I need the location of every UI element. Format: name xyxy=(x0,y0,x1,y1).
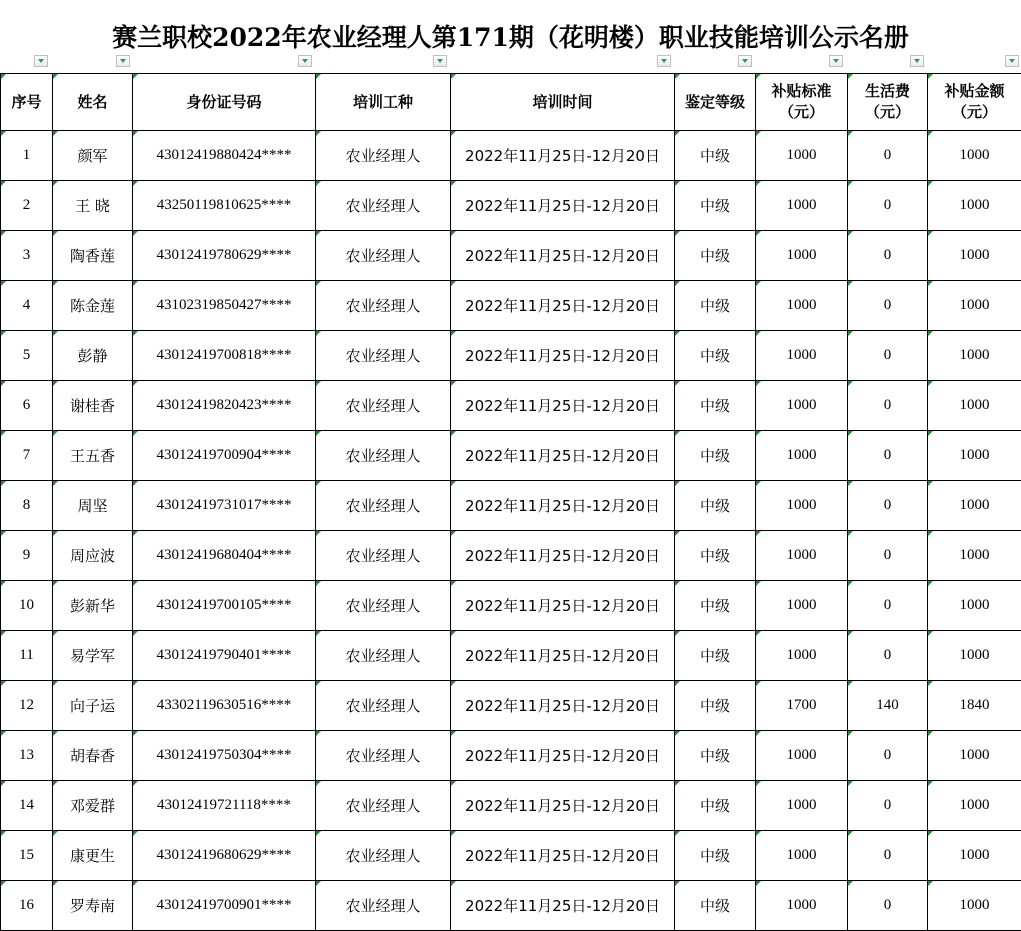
cell-standard[interactable]: 1000 xyxy=(756,531,848,581)
cell-level[interactable]: 中级 xyxy=(675,731,756,781)
cell-seq[interactable]: 8 xyxy=(1,481,53,531)
filter-dropdown-icon[interactable] xyxy=(34,55,48,67)
cell-period[interactable]: 2022年11月25日-12月20日 xyxy=(451,631,675,681)
header-period[interactable]: 培训时间 xyxy=(451,74,675,131)
cell-period[interactable]: 2022年11月25日-12月20日 xyxy=(451,131,675,181)
cell-name[interactable]: 康更生 xyxy=(53,831,133,881)
cell-standard[interactable]: 1000 xyxy=(756,231,848,281)
cell-amount[interactable]: 1000 xyxy=(928,831,1021,881)
cell-standard[interactable]: 1000 xyxy=(756,131,848,181)
header-level[interactable]: 鉴定等级 xyxy=(675,74,756,131)
cell-living[interactable]: 0 xyxy=(848,231,928,281)
cell-level[interactable]: 中级 xyxy=(675,831,756,881)
cell-amount[interactable]: 1000 xyxy=(928,331,1021,381)
cell-id[interactable]: 43012419700818**** xyxy=(133,331,316,381)
cell-period[interactable]: 2022年11月25日-12月20日 xyxy=(451,831,675,881)
cell-trade[interactable]: 农业经理人 xyxy=(316,631,451,681)
cell-standard[interactable]: 1000 xyxy=(756,581,848,631)
cell-name[interactable]: 向子运 xyxy=(53,681,133,731)
cell-living[interactable]: 0 xyxy=(848,631,928,681)
cell-name[interactable]: 胡春香 xyxy=(53,731,133,781)
table-row xyxy=(1,681,1021,731)
cell-name[interactable]: 周应波 xyxy=(53,531,133,581)
cell-level[interactable]: 中级 xyxy=(675,481,756,531)
cell-level[interactable]: 中级 xyxy=(675,281,756,331)
cell-level[interactable]: 中级 xyxy=(675,181,756,231)
cell-name[interactable]: 颜军 xyxy=(53,131,133,181)
cell-name[interactable]: 陈金莲 xyxy=(53,281,133,331)
cell-level[interactable]: 中级 xyxy=(675,331,756,381)
cell-amount[interactable]: 1000 xyxy=(928,781,1021,831)
table-row xyxy=(1,331,1021,381)
cell-id[interactable]: 43012419750304**** xyxy=(133,731,316,781)
roster-table xyxy=(0,73,1021,931)
cell-seq[interactable]: 9 xyxy=(1,531,53,581)
cell-amount[interactable]: 1000 xyxy=(928,181,1021,231)
cell-id[interactable]: 43012419700904**** xyxy=(133,431,316,481)
cell-name[interactable]: 王 晓 xyxy=(53,181,133,231)
cell-trade[interactable]: 农业经理人 xyxy=(316,581,451,631)
cell-period[interactable]: 2022年11月25日-12月20日 xyxy=(451,581,675,631)
cell-seq[interactable]: 10 xyxy=(1,581,53,631)
cell-trade[interactable]: 农业经理人 xyxy=(316,831,451,881)
table-row xyxy=(1,531,1021,581)
header-trade[interactable]: 培训工种 xyxy=(316,74,451,131)
cell-seq[interactable]: 12 xyxy=(1,681,53,731)
cell-living[interactable]: 0 xyxy=(848,331,928,381)
cell-standard[interactable]: 1700 xyxy=(756,681,848,731)
table-row xyxy=(1,831,1021,881)
cell-period[interactable]: 2022年11月25日-12月20日 xyxy=(451,331,675,381)
cell-living[interactable]: 0 xyxy=(848,431,928,481)
cell-id[interactable]: 43012419721118**** xyxy=(133,781,316,831)
cell-id[interactable]: 43012419820423**** xyxy=(133,381,316,431)
table-row xyxy=(1,431,1021,481)
cell-id[interactable]: 43012419680629**** xyxy=(133,831,316,881)
cell-period[interactable]: 2022年11月25日-12月20日 xyxy=(451,781,675,831)
cell-period[interactable]: 2022年11月25日-12月20日 xyxy=(451,481,675,531)
cell-name[interactable]: 周坚 xyxy=(53,481,133,531)
cell-standard[interactable]: 1000 xyxy=(756,381,848,431)
cell-period[interactable]: 2022年11月25日-12月20日 xyxy=(451,881,675,931)
table-row xyxy=(1,481,1021,531)
header-seq[interactable]: 序号 xyxy=(1,74,53,131)
cell-living[interactable]: 0 xyxy=(848,531,928,581)
cell-trade[interactable]: 农业经理人 xyxy=(316,131,451,181)
header-row xyxy=(1,74,1021,131)
cell-seq[interactable]: 4 xyxy=(1,281,53,331)
header-amount[interactable]: 补贴金额 （元） xyxy=(928,74,1021,131)
cell-standard[interactable]: 1000 xyxy=(756,881,848,931)
table-row xyxy=(1,181,1021,231)
cell-seq[interactable]: 7 xyxy=(1,431,53,481)
cell-period[interactable]: 2022年11月25日-12月20日 xyxy=(451,431,675,481)
cell-name[interactable]: 谢桂香 xyxy=(53,381,133,431)
cell-amount[interactable]: 1000 xyxy=(928,531,1021,581)
table-row xyxy=(1,231,1021,281)
table-row xyxy=(1,881,1021,931)
cell-amount[interactable]: 1000 xyxy=(928,431,1021,481)
header-name[interactable]: 姓名 xyxy=(53,74,133,131)
cell-level[interactable]: 中级 xyxy=(675,681,756,731)
cell-standard[interactable]: 1000 xyxy=(756,731,848,781)
table-row xyxy=(1,381,1021,431)
cell-id[interactable]: 43012419790401**** xyxy=(133,631,316,681)
cell-amount[interactable]: 1000 xyxy=(928,481,1021,531)
filter-row xyxy=(0,55,1021,71)
cell-id[interactable]: 43012419780629**** xyxy=(133,231,316,281)
cell-standard[interactable]: 1000 xyxy=(756,631,848,681)
cell-level[interactable]: 中级 xyxy=(675,631,756,681)
cell-seq[interactable]: 15 xyxy=(1,831,53,881)
cell-seq[interactable]: 1 xyxy=(1,131,53,181)
table-row xyxy=(1,281,1021,331)
cell-standard[interactable]: 1000 xyxy=(756,831,848,881)
cell-level[interactable]: 中级 xyxy=(675,131,756,181)
cell-seq[interactable]: 14 xyxy=(1,781,53,831)
cell-period[interactable]: 2022年11月25日-12月20日 xyxy=(451,681,675,731)
cell-id[interactable]: 43302119630516**** xyxy=(133,681,316,731)
cell-period[interactable]: 2022年11月25日-12月20日 xyxy=(451,731,675,781)
cell-trade[interactable]: 农业经理人 xyxy=(316,781,451,831)
cell-living[interactable]: 0 xyxy=(848,731,928,781)
cell-seq[interactable]: 6 xyxy=(1,381,53,431)
cell-trade[interactable]: 农业经理人 xyxy=(316,331,451,381)
cell-period[interactable]: 2022年11月25日-12月20日 xyxy=(451,181,675,231)
cell-level[interactable]: 中级 xyxy=(675,781,756,831)
cell-period[interactable]: 2022年11月25日-12月20日 xyxy=(451,231,675,281)
cell-trade[interactable]: 农业经理人 xyxy=(316,381,451,431)
cell-standard[interactable]: 1000 xyxy=(756,331,848,381)
cell-name[interactable]: 彭静 xyxy=(53,331,133,381)
cell-seq[interactable]: 2 xyxy=(1,181,53,231)
cell-amount[interactable]: 1000 xyxy=(928,881,1021,931)
cell-standard[interactable]: 1000 xyxy=(756,181,848,231)
cell-amount[interactable]: 1000 xyxy=(928,631,1021,681)
cell-living[interactable]: 0 xyxy=(848,131,928,181)
cell-trade[interactable]: 农业经理人 xyxy=(316,881,451,931)
cell-standard[interactable]: 1000 xyxy=(756,431,848,481)
cell-amount[interactable]: 1000 xyxy=(928,381,1021,431)
cell-seq[interactable]: 5 xyxy=(1,331,53,381)
filter-dropdown-icon[interactable] xyxy=(657,55,671,67)
table-row xyxy=(1,631,1021,681)
filter-dropdown-icon[interactable] xyxy=(433,55,447,67)
filter-dropdown-icon[interactable] xyxy=(829,55,843,67)
cell-name[interactable]: 陶香莲 xyxy=(53,231,133,281)
filter-dropdown-icon[interactable] xyxy=(910,55,924,67)
cell-amount[interactable]: 1000 xyxy=(928,131,1021,181)
cell-standard[interactable]: 1000 xyxy=(756,481,848,531)
cell-seq[interactable]: 11 xyxy=(1,631,53,681)
cell-living[interactable]: 0 xyxy=(848,881,928,931)
cell-standard[interactable]: 1000 xyxy=(756,781,848,831)
table-row xyxy=(1,131,1021,181)
cell-level[interactable]: 中级 xyxy=(675,231,756,281)
cell-trade[interactable]: 农业经理人 xyxy=(316,681,451,731)
table-row xyxy=(1,781,1021,831)
cell-seq[interactable]: 3 xyxy=(1,231,53,281)
cell-name[interactable]: 邓爱群 xyxy=(53,781,133,831)
cell-name[interactable]: 彭新华 xyxy=(53,581,133,631)
cell-level[interactable]: 中级 xyxy=(675,381,756,431)
cell-id[interactable]: 43012419700105**** xyxy=(133,581,316,631)
cell-living[interactable]: 0 xyxy=(848,781,928,831)
cell-standard[interactable]: 1000 xyxy=(756,281,848,331)
cell-id[interactable]: 43012419731017**** xyxy=(133,481,316,531)
header-standard[interactable]: 补贴标准 （元） xyxy=(756,74,848,131)
cell-amount[interactable]: 1000 xyxy=(928,231,1021,281)
cell-id[interactable]: 43012419700901**** xyxy=(133,881,316,931)
cell-trade[interactable]: 农业经理人 xyxy=(316,231,451,281)
cell-name[interactable]: 罗寿南 xyxy=(53,881,133,931)
cell-period[interactable]: 2022年11月25日-12月20日 xyxy=(451,281,675,331)
cell-trade[interactable]: 农业经理人 xyxy=(316,181,451,231)
cell-id[interactable]: 43250119810625**** xyxy=(133,181,316,231)
header-living[interactable]: 生活费 （元） xyxy=(848,74,928,131)
cell-level[interactable]: 中级 xyxy=(675,881,756,931)
cell-name[interactable]: 易学军 xyxy=(53,631,133,681)
cell-trade[interactable]: 农业经理人 xyxy=(316,481,451,531)
cell-trade[interactable]: 农业经理人 xyxy=(316,431,451,481)
cell-trade[interactable]: 农业经理人 xyxy=(316,281,451,331)
cell-amount[interactable]: 1000 xyxy=(928,281,1021,331)
header-id[interactable]: 身份证号码 xyxy=(133,74,316,131)
cell-seq[interactable]: 13 xyxy=(1,731,53,781)
cell-amount[interactable]: 1000 xyxy=(928,581,1021,631)
cell-level[interactable]: 中级 xyxy=(675,431,756,481)
cell-id[interactable]: 43012419680404**** xyxy=(133,531,316,581)
cell-level[interactable]: 中级 xyxy=(675,581,756,631)
cell-level[interactable]: 中级 xyxy=(675,531,756,581)
cell-living[interactable]: 0 xyxy=(848,281,928,331)
filter-dropdown-icon[interactable] xyxy=(116,55,130,67)
cell-amount[interactable]: 1000 xyxy=(928,731,1021,781)
cell-living[interactable]: 0 xyxy=(848,481,928,531)
filter-dropdown-icon[interactable] xyxy=(738,55,752,67)
cell-name[interactable]: 王五香 xyxy=(53,431,133,481)
page-title: 赛兰职校2022年农业经理人第171期（花明楼）职业技能培训公示名册 xyxy=(0,18,1021,58)
table-row xyxy=(1,731,1021,781)
cell-living[interactable]: 0 xyxy=(848,381,928,431)
cell-id[interactable]: 43012419880424**** xyxy=(133,131,316,181)
cell-living[interactable]: 140 xyxy=(848,681,928,731)
cell-living[interactable]: 0 xyxy=(848,181,928,231)
cell-seq[interactable]: 16 xyxy=(1,881,53,931)
table-row xyxy=(1,581,1021,631)
cell-amount[interactable]: 1840 xyxy=(928,681,1021,731)
cell-period[interactable]: 2022年11月25日-12月20日 xyxy=(451,531,675,581)
cell-trade[interactable]: 农业经理人 xyxy=(316,531,451,581)
filter-dropdown-icon[interactable] xyxy=(298,55,312,67)
cell-living[interactable]: 0 xyxy=(848,581,928,631)
cell-period[interactable]: 2022年11月25日-12月20日 xyxy=(451,381,675,431)
cell-id[interactable]: 43102319850427**** xyxy=(133,281,316,331)
filter-dropdown-icon[interactable] xyxy=(1005,55,1019,67)
cell-living[interactable]: 0 xyxy=(848,831,928,881)
cell-trade[interactable]: 农业经理人 xyxy=(316,731,451,781)
